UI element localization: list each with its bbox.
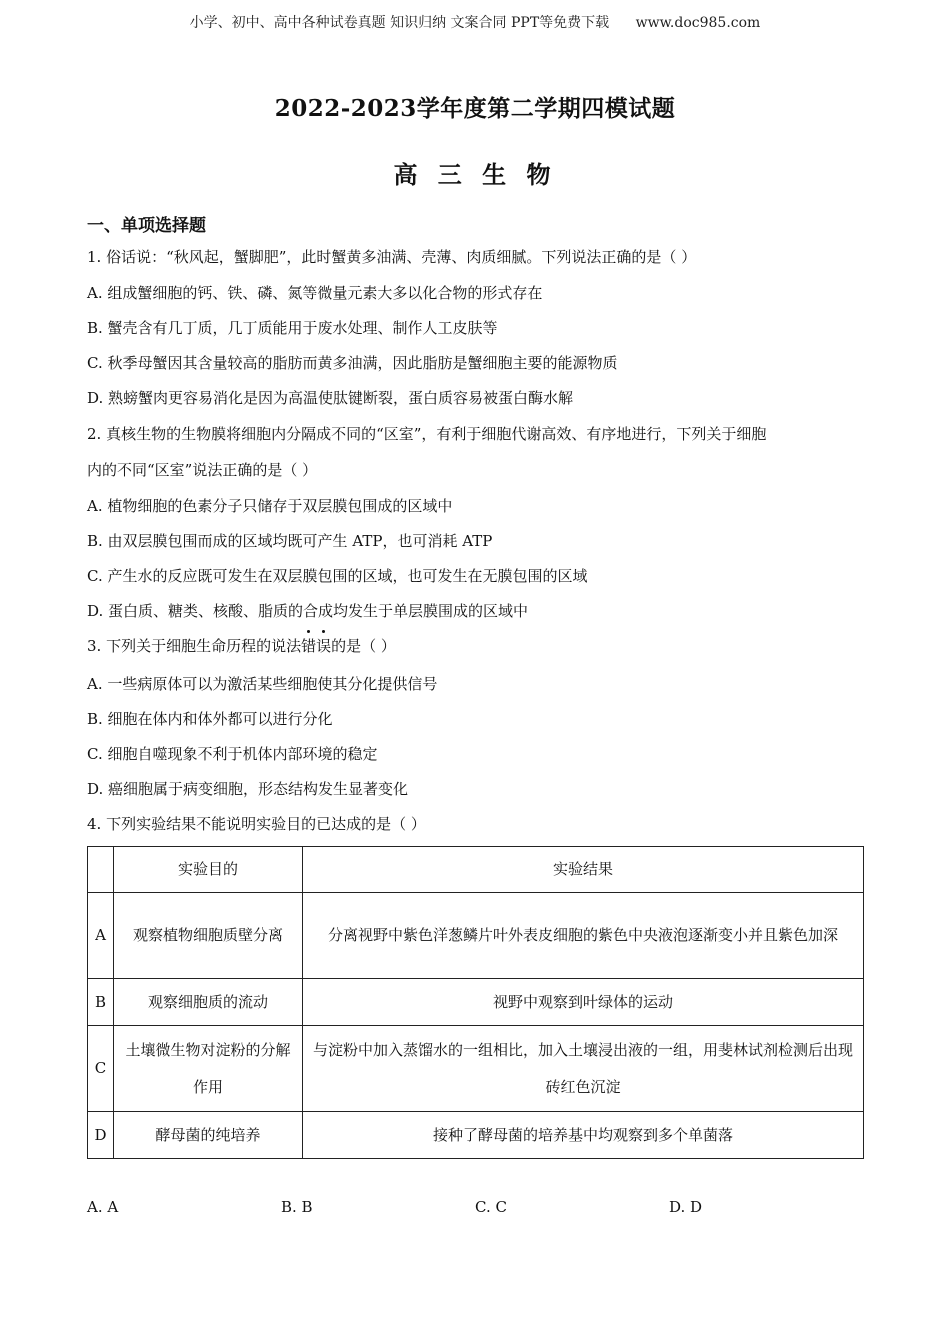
exam-subject: 高 三 生 物 (393, 160, 557, 189)
table-row (88, 893, 864, 979)
table-row (88, 979, 864, 1026)
table-header-blank (88, 847, 114, 893)
q3-emphasis-1: 错 (301, 637, 317, 655)
experiment-table (87, 846, 864, 1159)
q3-option-a: A. 一些病原体可以为激活某些细胞使其分化提供信号 (87, 675, 438, 693)
q2-option-c: C. 产生水的反应既可发生在双层膜包围的区域，也可发生在无膜包围的区域 (87, 567, 588, 585)
page-header (0, 12, 950, 32)
row-goal: 观察植物细胞质壁分离 (114, 893, 303, 979)
exam-title: 2022-2023学年度第二学期四模试题 (274, 95, 676, 122)
row-result: 与淀粉中加入蒸馏水的一组相比，加入土壤浸出液的一组，用斐林试剂检测后出现砖红色沉淀 (303, 1026, 864, 1112)
q1-option-a: A. 组成蟹细胞的钙、铁、磷、氮等微量元素大多以化合物的形式存在 (87, 284, 543, 302)
q3-option-b: B. 细胞在体内和体外都可以进行分化 (87, 710, 333, 728)
table-header-goal: 实验目的 (114, 847, 303, 893)
q4-choice-a: A. A (87, 1198, 119, 1216)
row-letter: C (88, 1026, 114, 1112)
row-letter: D (88, 1112, 114, 1159)
q2-option-b: B. 由双层膜包围而成的区域均既可产生 ATP，也可消耗 ATP (87, 532, 493, 550)
row-result: 分离视野中紫色洋葱鳞片叶外表皮细胞的紫色中央液泡逐渐变小并且紫色加深 (303, 893, 864, 979)
row-goal: 酵母菌的纯培养 (114, 1112, 303, 1159)
q1-option-b: B. 蟹壳含有几丁质，几丁质能用于废水处理、制作人工皮肤等 (87, 319, 498, 337)
row-result: 接种了酵母菌的培养基中均观察到多个单菌落 (303, 1112, 864, 1159)
section-title: 一、单项选择题 (87, 216, 206, 236)
q1-option-c: C. 秋季母蟹因其含量较高的脂肪而黄多油满，因此脂肪是蟹细胞主要的能源物质 (87, 354, 618, 372)
q2-stem-line1: 2. 真核生物的生物膜将细胞内分隔成不同的“区室”，有利于细胞代谢高效、有序地进行，下列关于细胞 (87, 425, 767, 443)
q4-stem: 4. 下列实验结果不能说明实验目的已达成的是（ ） (87, 815, 426, 833)
row-goal: 土壤微生物对淀粉的分解作用 (114, 1026, 303, 1112)
q4-choice-d: D. D (669, 1198, 703, 1216)
q1-stem: 1. 俗话说：“秋风起，蟹脚肥”，此时蟹黄多油满、壳薄、肉质细腻。下列说法正确的是（ ） (87, 248, 697, 266)
q3-option-c: C. 细胞自噬现象不利于机体内部环境的稳定 (87, 745, 378, 763)
header-text: 小学、初中、高中各种试卷真题 知识归纳 文案合同 PPT等免费下载 (189, 15, 610, 31)
q3-option-d: D. 癌细胞属于病变细胞，形态结构发生显著变化 (87, 780, 409, 798)
header-url[interactable]: www.doc985.com (635, 15, 761, 31)
row-letter: A (88, 893, 114, 979)
table-row (88, 1026, 864, 1112)
q3-stem-post: 的是（ ） (331, 637, 396, 655)
q4-choice-b: B. B (281, 1198, 313, 1216)
table-header-row (88, 847, 864, 893)
q2-stem-line2: 内的不同“区室”说法正确的是（ ） (87, 461, 318, 479)
q3-stem (87, 636, 867, 656)
q4-choice-c: C. C (475, 1198, 507, 1216)
row-goal: 观察细胞质的流动 (114, 979, 303, 1026)
table-header-result: 实验结果 (303, 847, 864, 893)
q3-stem-pre: 3. 下列关于细胞生命历程的说法 (87, 637, 302, 655)
row-result: 视野中观察到叶绿体的运动 (303, 979, 864, 1026)
q1-option-d: D. 熟螃蟹肉更容易消化是因为高温使肽键断裂，蛋白质容易被蛋白酶水解 (87, 389, 574, 407)
table-row (88, 1112, 864, 1159)
q2-option-d: D. 蛋白质、糖类、核酸、脂质的合成均发生于单层膜围成的区域中 (87, 602, 529, 620)
q3-emphasis-2: 误 (316, 637, 332, 655)
q2-option-a: A. 植物细胞的色素分子只储存于双层膜包围成的区域中 (87, 497, 453, 515)
row-letter: B (88, 979, 114, 1026)
